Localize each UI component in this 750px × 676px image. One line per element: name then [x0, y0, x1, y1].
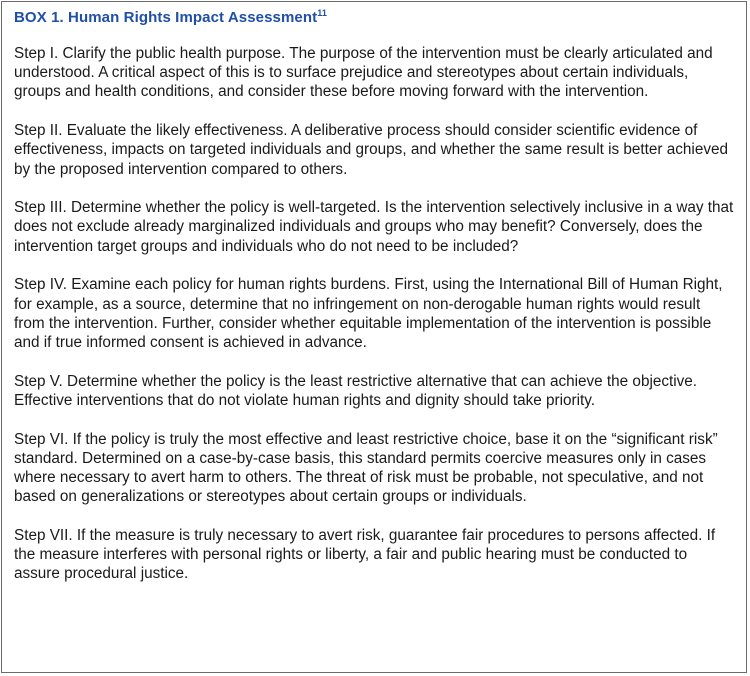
- human-rights-box: [1, 1, 747, 673]
- step-5-paragraph: Step V. Determine whether the policy is the least restrictive alternative that can achieve the objective. Effective interventions that do not violate human rights and dignity should take priority.: [14, 372, 698, 409]
- step-7-paragraph: Step VII. If the measure is truly necessary to avert risk, guarantee fair procedures to persons affected. If the measure interferes with personal rights or liberty, a fair and public hearing must be conducted to assure procedural justice.: [14, 526, 716, 583]
- step-2-paragraph: Step II. Evaluate the likely effectiveness. A deliberative process should consider scientific evidence of effectiveness, impacts on targeted individuals and groups, and whether the same result is better achieved by the proposed intervention compared to others.: [14, 122, 728, 178]
- box-title-text: BOX 1. Human Rights Impact Assessment: [14, 9, 318, 26]
- title-footnote-ref: 11: [317, 8, 327, 18]
- step-4-paragraph: Step IV. Examine each policy for human rights burdens. First, using the International Bill of Human Right, for example, as a source, determine that no infringement on non-derogable human rights would result from the intervention. Further, consider whether equitable implementation of the intervention is possible and if true informed consent is achieved in advance.: [14, 276, 723, 351]
- step-1-paragraph: Step I. Clarify the public health purpose. The purpose of the intervention must be clearly articulated and understood. A critical aspect of this is to surface prejudice and stereotypes about certain individuals, groups and health conditions, and consider these before moving forward with the intervention.: [14, 45, 713, 101]
- box-title: [14, 7, 734, 29]
- step-3-paragraph: Step III. Determine whether the policy is well-targeted. Is the intervention selectively inclusive in a way that does not exclude already marginalized individuals and groups who may benefit? Conversely, does the intervention target groups and individuals who do not need to be included?: [14, 199, 734, 255]
- step-6-paragraph: Step VI. If the policy is truly the most effective and least restrictive choice, base it on the “significant risk” standard. Determined on a case-by-case basis, this standard permits coercive measures only in cases where necessary to avert harm to others. The threat of risk must be probable, not speculative, and not based on generalizations or stereotypes about certain groups or individuals.: [14, 430, 718, 506]
